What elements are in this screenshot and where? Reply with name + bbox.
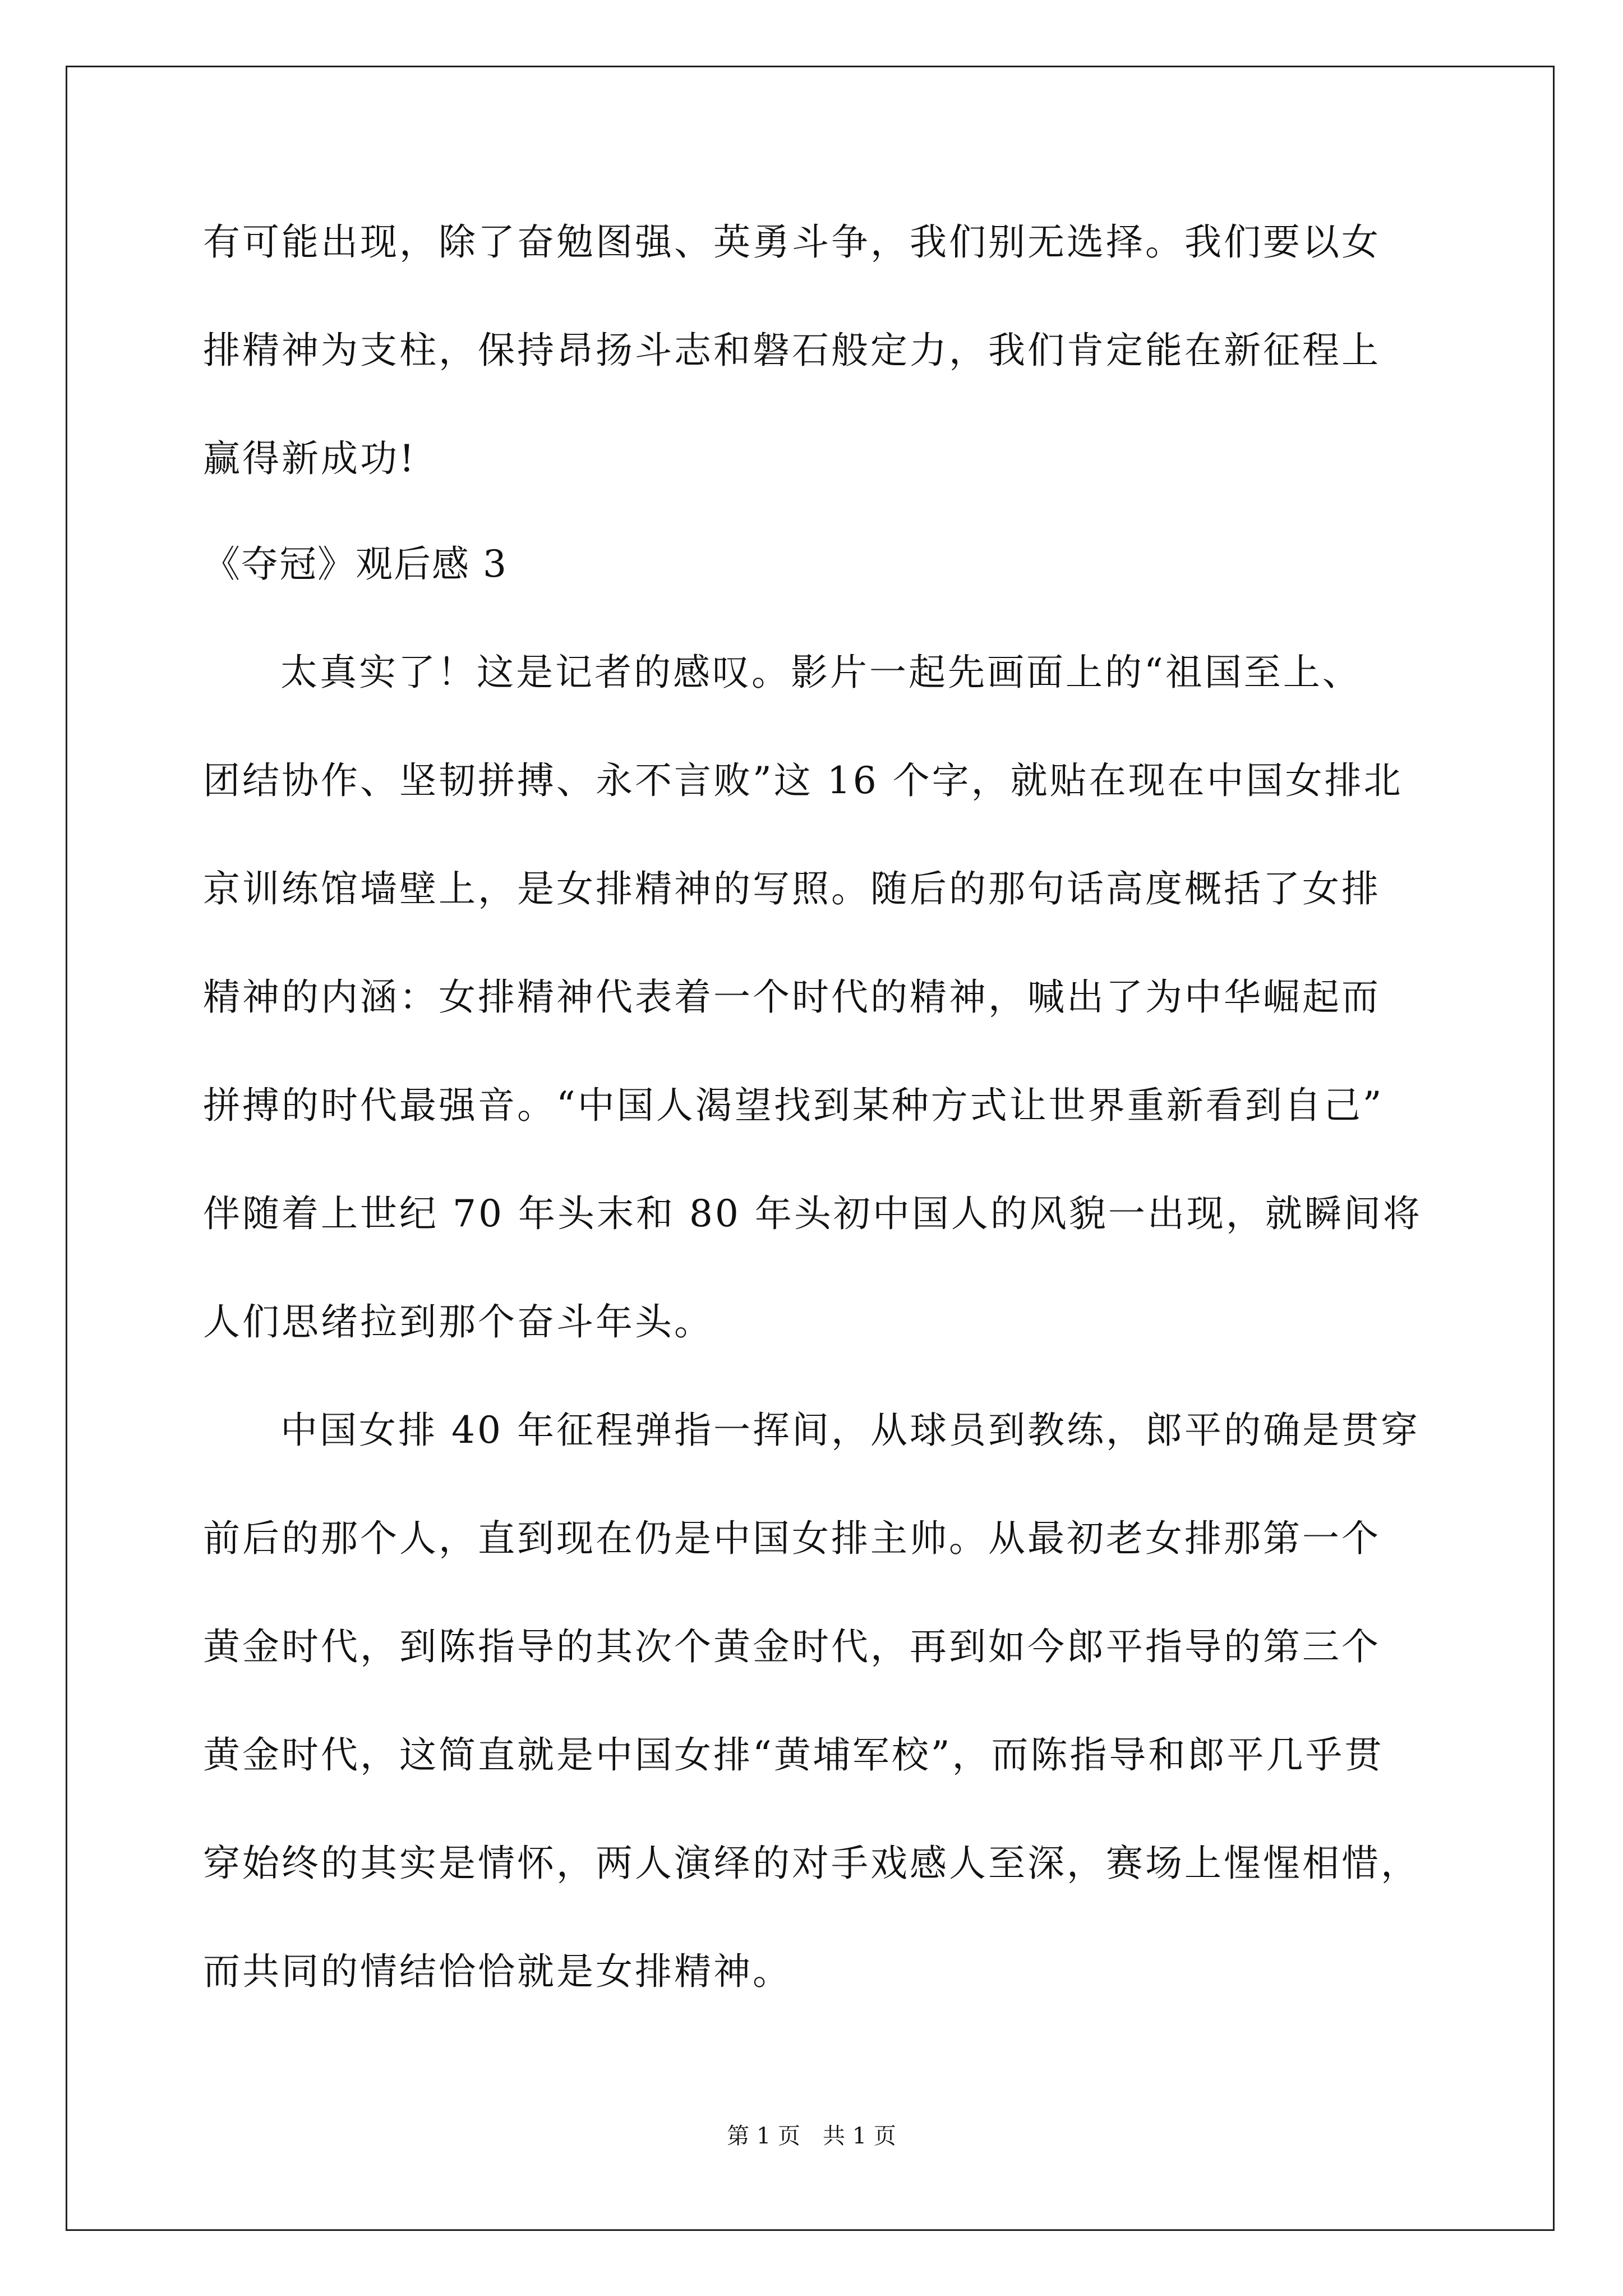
paragraph-line: 太真实了！这是记者的感叹。影片一起先画面上的“祖国至上、 (280, 651, 1362, 694)
paragraph-line: 排精神为支柱，保持昂扬斗志和磐石般定力，我们肯定能在新征程上 (203, 329, 1381, 372)
page-number: 第 1 页 共 1 页 (727, 2123, 896, 2149)
paragraph-line: 伴随着上世纪 70 年头末和 80 年头初中国人的风貌一出现，就瞬间将 (203, 1192, 1422, 1235)
paragraph-line: 人们思绪拉到那个奋斗年头。 (203, 1300, 713, 1343)
section-title: 《夺冠》观后感 3 (203, 542, 508, 586)
paragraph-line: 黄金时代，这简直就是中国女排“黄埔军校”，而陈指导和郎平几乎贯 (203, 1733, 1384, 1777)
paragraph-line: 而共同的情结恰恰就是女排精神。 (203, 1950, 792, 1993)
paragraph-line: 中国女排 40 年征程弹指一挥间，从球员到教练，郎平的确是贯穿 (280, 1409, 1420, 1452)
paragraph-line: 团结协作、坚韧拼搏、永不言败”这 16 个字，就贴在现在中国女排北 (203, 759, 1403, 802)
paragraph-line: 赢得新成功! (203, 437, 417, 480)
page-footer (0, 2122, 1623, 2150)
paragraph-line: 黄金时代，到陈指导的其次个黄金时代，再到如今郎平指导的第三个 (203, 1625, 1381, 1668)
paragraph-line: 京训练馆墙壁上，是女排精神的写照。随后的那句话高度概括了女排 (203, 867, 1381, 910)
page-border (66, 66, 1555, 2231)
paragraph-line: 有可能出现，除了奋勉图强、英勇斗争，我们别无选择。我们要以女 (203, 220, 1381, 264)
paragraph-line: 拼搏的时代最强音。“中国人渴望找到某种方式让世界重新看到自己” (203, 1084, 1384, 1127)
paragraph-line: 精神的内涵：女排精神代表着一个时代的精神，喊出了为中华崛起而 (203, 976, 1381, 1019)
paragraph-line: 前后的那个人，直到现在仍是中国女排主帅。从最初老女排那第一个 (203, 1517, 1381, 1560)
paragraph-line: 穿始终的其实是情怀，两人演绎的对手戏感人至深，赛场上惺惺相惜， (203, 1842, 1420, 1885)
